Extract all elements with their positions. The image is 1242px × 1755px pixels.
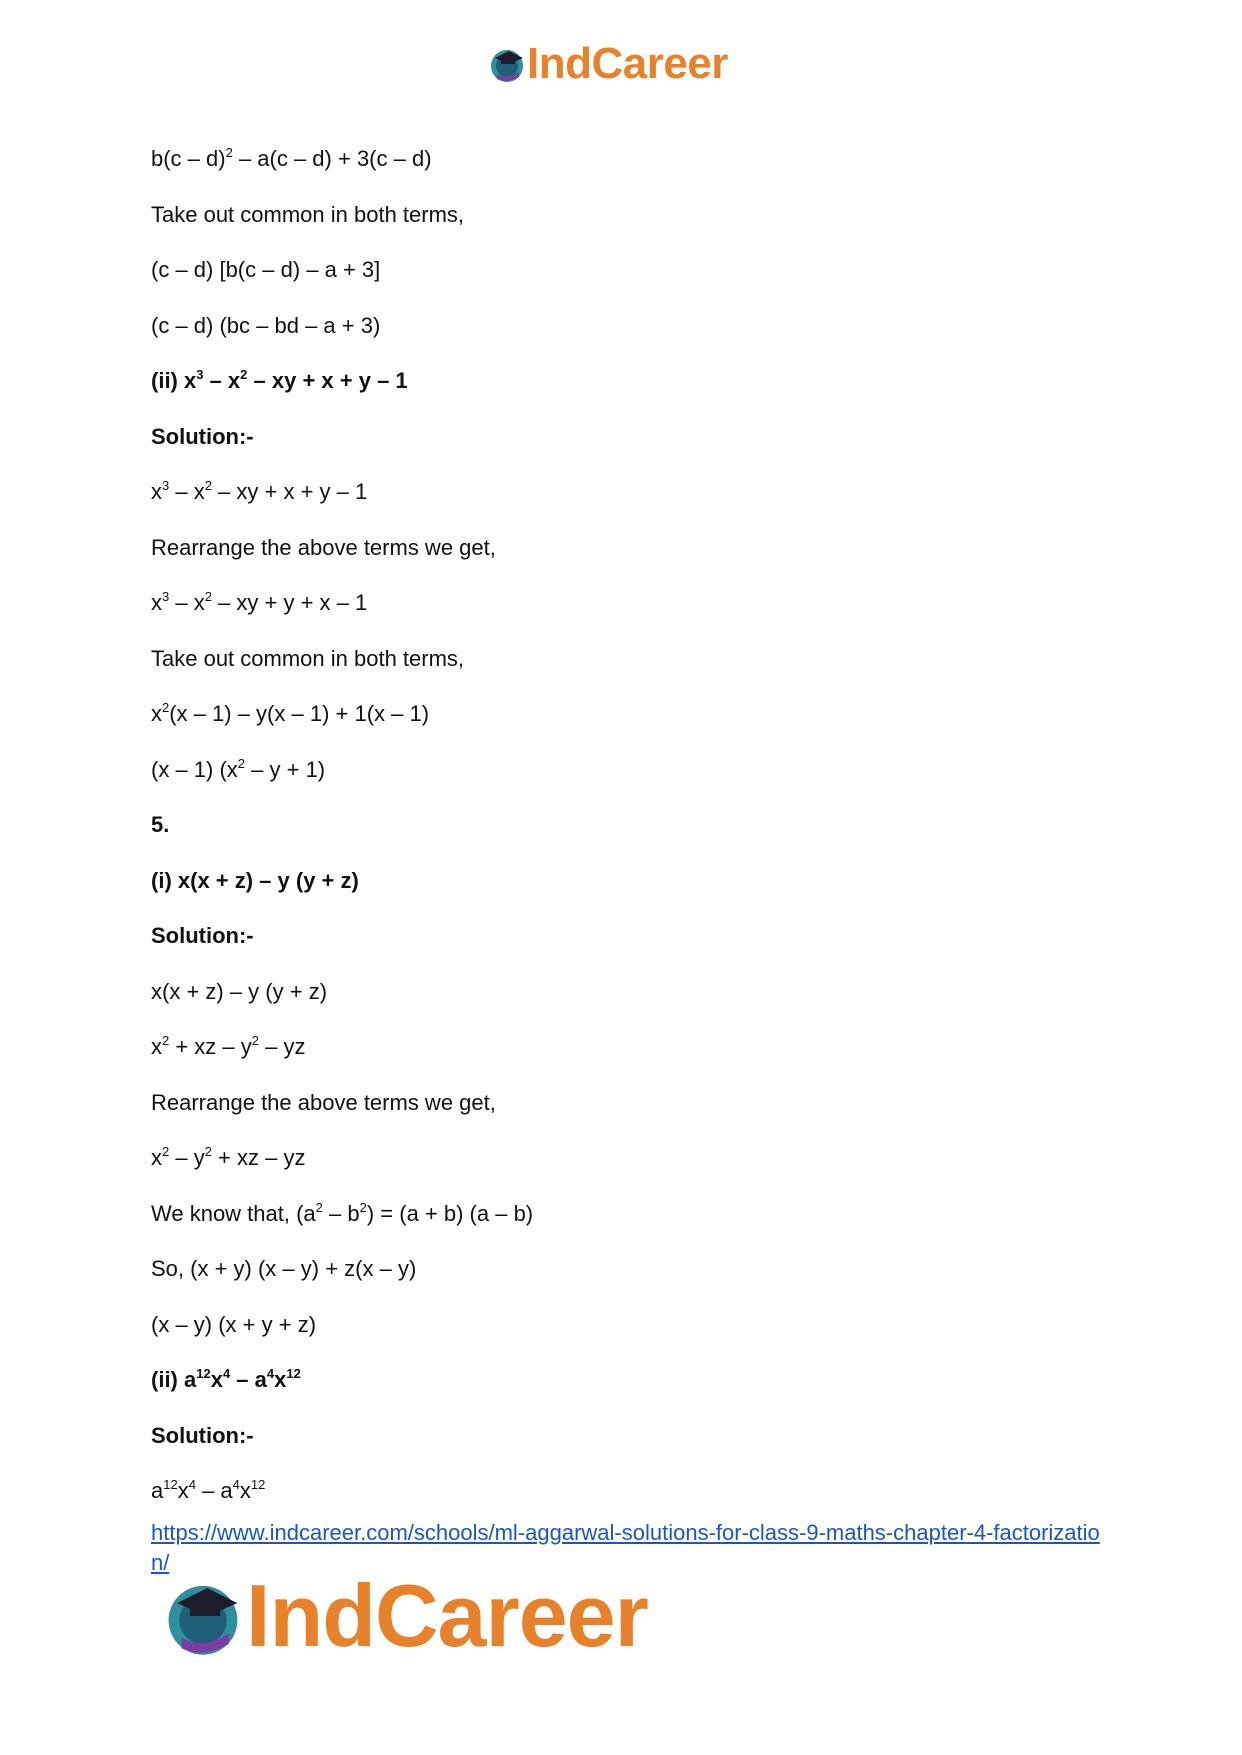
text-line	[151, 479, 1101, 505]
superscript: 2	[251, 1033, 260, 1048]
text-line	[151, 1478, 1101, 1504]
superscript: 12	[250, 1477, 266, 1492]
text-segment: – xy + x + y – 1	[247, 368, 408, 393]
text-line	[151, 1145, 1101, 1171]
text-segment: x	[274, 1367, 287, 1392]
text-segment: Solution:-	[151, 1422, 254, 1448]
text-segment: – xy + x + y – 1	[211, 479, 368, 504]
text-segment: – a	[195, 1478, 233, 1503]
superscript: 2	[162, 700, 170, 715]
text-line	[151, 590, 1101, 616]
text-segment: (c – d) [b(c – d) – a + 3]	[151, 257, 381, 282]
header-logo	[487, 39, 728, 88]
heading-line	[151, 424, 1101, 450]
superscript: 3	[162, 478, 170, 493]
superscript: 3	[162, 589, 170, 604]
superscript: 4	[232, 1477, 240, 1492]
text-segment: x	[151, 1034, 162, 1059]
text-segment: So, (x + y) (x – y) + z(x – y)	[151, 1256, 417, 1281]
superscript: 12	[163, 1477, 178, 1492]
text-line	[151, 202, 1101, 228]
logo-text: IndCareer	[527, 39, 728, 88]
text-segment: x	[151, 1145, 162, 1170]
text-segment: Rearrange the above terms we get,	[151, 1089, 496, 1115]
text-segment: b(c – d)	[151, 146, 226, 171]
superscript: 2	[359, 1199, 367, 1215]
text-line	[151, 1201, 1101, 1227]
superscript: 3	[196, 367, 204, 382]
text-segment: – y	[169, 1145, 205, 1170]
text-segment: + xz – y	[169, 1034, 252, 1059]
text-segment: 5.	[151, 812, 170, 837]
text-segment: Solution:-	[151, 923, 254, 948]
text-line	[151, 701, 1101, 727]
text-segment: x	[151, 479, 162, 504]
text-segment: x	[151, 590, 162, 615]
text-segment: (x – y) (x + y + z)	[151, 1311, 317, 1337]
heading-line	[151, 1367, 1101, 1393]
text-segment: – xy + y + x – 1	[211, 590, 368, 615]
graduation-globe-icon	[160, 1573, 246, 1659]
heading-line	[151, 868, 1101, 894]
text-segment: – x	[203, 368, 241, 393]
superscript: 2	[315, 1199, 323, 1215]
text-line	[151, 1256, 1101, 1282]
text-segment: – a	[230, 1367, 267, 1392]
superscript: 2	[237, 755, 246, 771]
text-segment: (ii) a	[151, 1367, 197, 1392]
superscript: 4	[188, 1477, 196, 1492]
text-segment: Take out common in both terms,	[151, 201, 465, 227]
superscript: 2	[162, 1033, 170, 1048]
text-line	[151, 257, 1101, 283]
source-link[interactable]: https://www.indcareer.com/schools/ml-aggarwal-solutions-for-class-9-maths-chapter-4-factorization/	[151, 1520, 1100, 1575]
superscript: 12	[286, 1366, 301, 1381]
text-segment: – a(c – d) + 3(c – d)	[232, 146, 432, 171]
text-segment: + xz – yz	[211, 1145, 306, 1170]
text-segment: We know that, (a	[151, 1200, 316, 1226]
text-line	[151, 757, 1101, 783]
superscript: 2	[225, 145, 233, 160]
text-segment: ) = (a + b) (a – b)	[366, 1200, 534, 1226]
text-segment: x	[210, 1367, 223, 1392]
superscript: 2	[240, 367, 248, 382]
superscript: 4	[222, 1366, 231, 1381]
text-segment: – x	[169, 590, 205, 615]
text-segment: a	[151, 1478, 164, 1503]
text-segment: – yz	[259, 1034, 306, 1059]
text-line	[151, 146, 1101, 172]
text-segment: (x – 1) – y(x – 1) + 1(x – 1)	[169, 701, 430, 726]
text-segment: (c – d) (bc – bd – a + 3)	[151, 312, 381, 338]
text-segment: Solution:-	[151, 423, 254, 449]
text-line	[151, 1312, 1101, 1338]
text-segment: Take out common in both terms,	[151, 645, 465, 671]
text-segment: x	[177, 1478, 189, 1503]
text-segment: – b	[322, 1200, 360, 1226]
graduation-globe-icon	[487, 44, 527, 84]
heading-line	[151, 1423, 1101, 1449]
superscript: 2	[204, 1144, 212, 1159]
heading-line	[151, 923, 1101, 949]
superscript: 4	[266, 1366, 275, 1381]
text-segment: – x	[169, 479, 205, 504]
text-line	[151, 535, 1101, 561]
superscript: 2	[162, 1144, 170, 1159]
logo-text: IndCareer	[246, 1566, 648, 1665]
heading-line	[151, 812, 1101, 838]
text-segment: (x – 1) (x	[151, 756, 238, 782]
text-segment: (i) x(x + z) – y (y + z)	[151, 867, 359, 893]
text-line	[151, 646, 1101, 672]
text-segment: Rearrange the above terms we get,	[151, 534, 496, 560]
footer-logo	[160, 1566, 648, 1665]
text-segment: x	[239, 1478, 251, 1503]
document-body	[151, 146, 1101, 1510]
text-line	[151, 979, 1101, 1005]
text-segment: (ii) x	[151, 368, 197, 393]
superscript: 2	[204, 589, 212, 604]
superscript: 2	[204, 478, 212, 493]
text-segment: x(x + z) – y (y + z)	[151, 978, 328, 1004]
text-segment: x	[151, 701, 162, 726]
text-line	[151, 1090, 1101, 1116]
superscript: 12	[196, 1366, 211, 1381]
text-line	[151, 1034, 1101, 1060]
text-line	[151, 313, 1101, 339]
text-segment: – y + 1)	[245, 756, 326, 782]
heading-line	[151, 368, 1101, 394]
